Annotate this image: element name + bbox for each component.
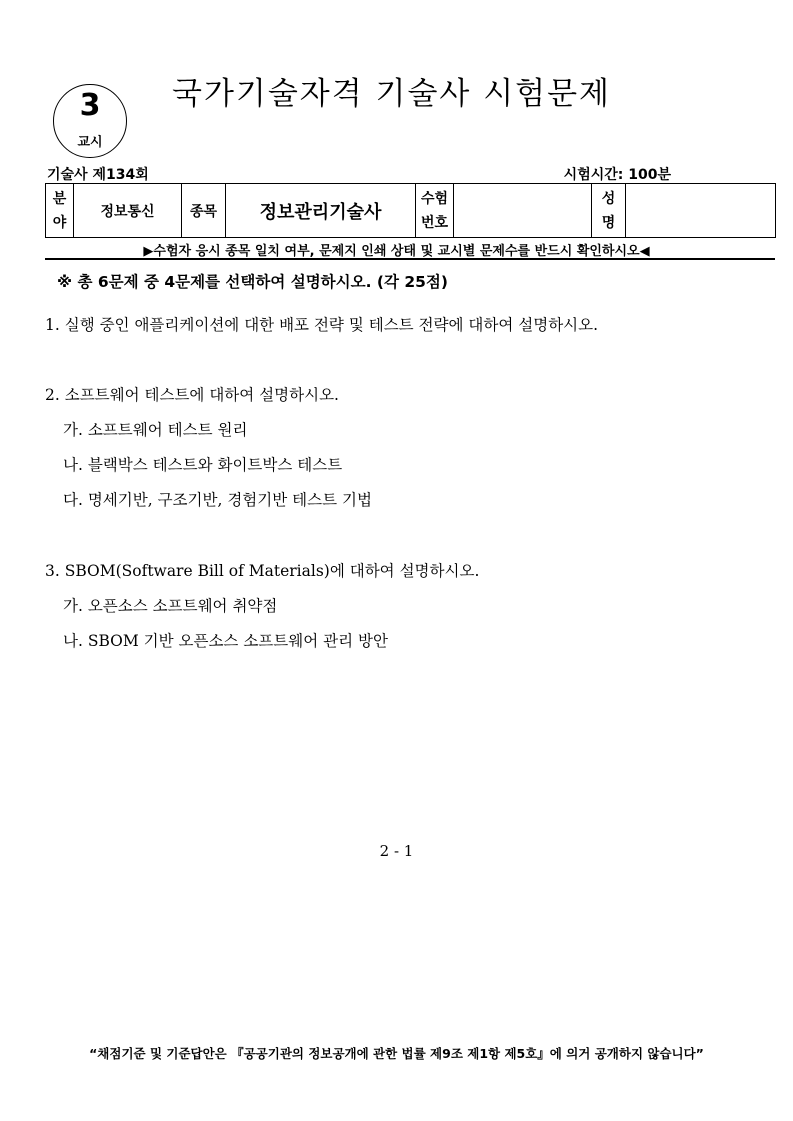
field-label-bottom: 야 (52, 214, 67, 231)
name-label-cell (592, 184, 626, 238)
header-divider (45, 258, 775, 260)
question-2-sub-b: 나. 블랙박스 테스트와 화이트박스 테스트 (63, 456, 343, 474)
exam-number-label-top: 수험 (420, 190, 449, 207)
question-3: 3. SBOM(Software Bill of Materials)에 대하여 설명하시오. (45, 562, 480, 580)
field-label-cell (46, 184, 74, 238)
exam-number-field[interactable] (454, 184, 592, 238)
footer-notice: “채점기준 및 기준답안은 『공공기관의 정보공개에 관한 법률 제9조 제1항 제5호』에 의거 공개하지 않습니다” (89, 1046, 704, 1061)
check-notice: ▶수험자 응시 종목 일치 여부, 문제지 인쇄 상태 및 교시별 문제수를 반드시 확인하시오◀ (143, 244, 650, 259)
name-label-top: 성 (601, 190, 616, 207)
page-title: 국가기술자격 기술사 시험문제 (172, 76, 612, 112)
question-1: 1. 실행 중인 애플리케이션에 대한 배포 전략 및 테스트 전략에 대하여 설명하시오. (45, 316, 599, 334)
exam-number-label-cell (416, 184, 454, 238)
question-2-sub-c: 다. 명세기반, 구조기반, 경험기반 테스트 기법 (63, 491, 372, 509)
exam-info-table (45, 183, 776, 238)
period-badge (53, 84, 127, 158)
category-label: 종목 (182, 184, 226, 238)
period-label: 교시 (77, 135, 103, 150)
exam-round: 기술사 제134회 (47, 167, 149, 183)
question-2: 2. 소프트웨어 테스트에 대하여 설명하시오. (45, 386, 339, 404)
name-label-bottom: 명 (601, 214, 616, 231)
exam-number-label-bottom: 번호 (420, 214, 449, 231)
question-3-sub-b: 나. SBOM 기반 오픈소스 소프트웨어 관리 방안 (63, 632, 388, 650)
question-3-sub-a: 가. 오픈소스 소프트웨어 취약점 (63, 597, 278, 615)
field-value: 정보통신 (74, 184, 182, 238)
instruction: ※ 총 6문제 중 4문제를 선택하여 설명하시오. (각 25점) (57, 273, 448, 291)
exam-time: 시험시간: 100분 (563, 167, 671, 183)
field-label-top: 분 (52, 190, 67, 207)
page-number: 2 - 1 (379, 842, 414, 860)
name-field[interactable] (626, 184, 776, 238)
category-value: 정보관리기술사 (226, 184, 416, 238)
period-number: 3 (79, 88, 101, 123)
question-2-sub-a: 가. 소프트웨어 테스트 원리 (63, 421, 248, 439)
